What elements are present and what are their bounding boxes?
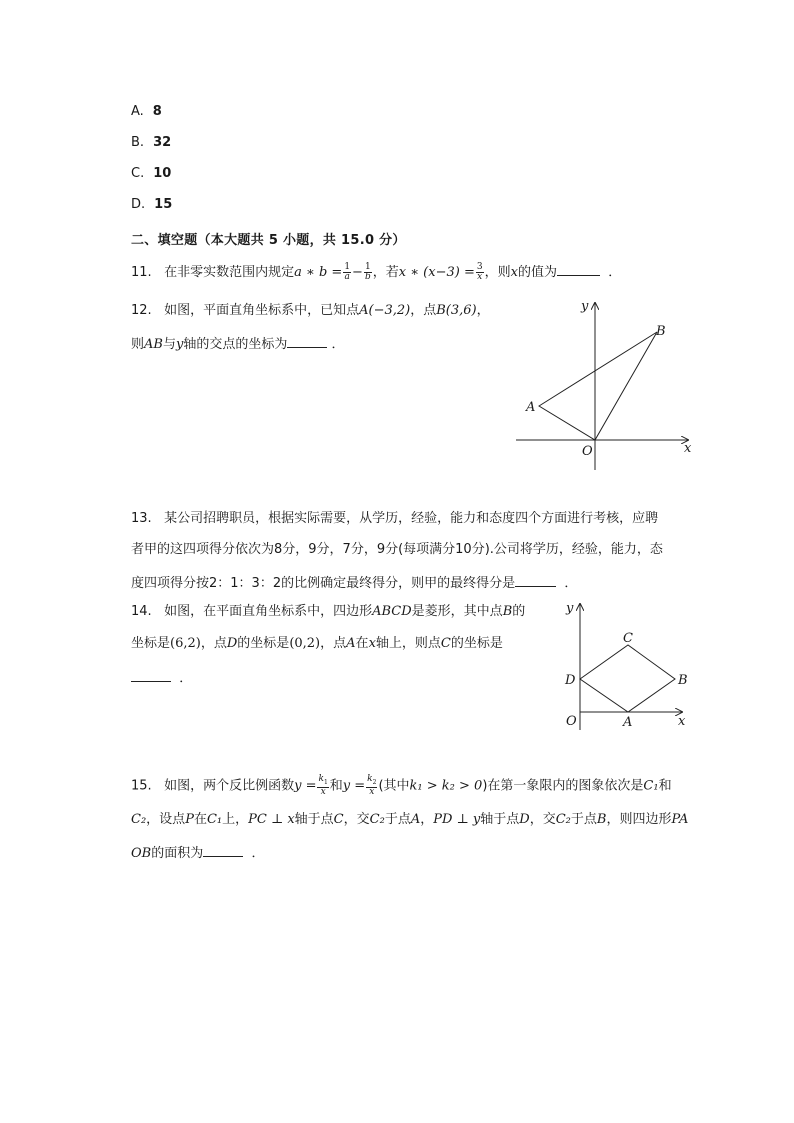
question-text: 的 (512, 604, 526, 619)
math-variable: B (596, 812, 607, 827)
math-variable: D (226, 636, 238, 651)
question-12-line-1 (131, 303, 490, 319)
question-text: 则 (131, 337, 145, 352)
fraction-denominator: b (364, 272, 371, 282)
question-text: 在非零实数范围内规定 (164, 265, 295, 280)
question-number: 14. (131, 604, 152, 619)
subscript: 1 (323, 778, 328, 786)
question-13-line-2: 者甲的这四项得分依次为8分，9分，7分，9分(每项满分10分).公司将学历，经验，能力，态 (131, 542, 663, 557)
question-text: ． (331, 337, 345, 352)
math-variable: k (318, 774, 324, 784)
question-text: 如图，平面直角坐标系中，已知点 (164, 303, 360, 318)
question-13-line-1 (131, 511, 658, 527)
fraction-denominator: a (344, 272, 350, 282)
question-text: 轴上，则点 (375, 636, 441, 651)
question-text: ． (564, 576, 578, 591)
fraction-numerator: 1 (364, 262, 371, 272)
option-c (131, 166, 171, 181)
question-13-line-3 (131, 573, 577, 592)
question-text: 于点 (384, 812, 411, 827)
question-11 (131, 262, 621, 282)
question-12-line-2 (131, 334, 345, 353)
question-text: 在 (193, 812, 207, 827)
answer-blank[interactable] (557, 262, 600, 276)
question-text: 和 (329, 778, 343, 794)
question-text: ，点 (410, 303, 437, 318)
answer-blank[interactable] (131, 668, 171, 682)
question-15-line-1 (131, 775, 672, 797)
math-expression: C₂ (555, 812, 571, 827)
triangle-oab (539, 332, 657, 440)
question-text: 的值为 (517, 265, 557, 280)
label-b: B (678, 673, 688, 688)
question-text: ，点 (200, 636, 227, 651)
figure-14 (560, 598, 695, 733)
math-expression: C₁ (643, 778, 659, 794)
question-text: 的面积为 (151, 846, 204, 861)
question-text: 在 (355, 636, 369, 651)
question-text: 和 (658, 778, 672, 794)
question-text: 如图，两个反比例函数 (164, 778, 295, 794)
question-text: 某公司招聘职员，根据实际需要，从学历，经验，能力和态度四个方面进行考核，应聘 (164, 511, 659, 526)
math-variable: A (346, 636, 356, 651)
math-variable: A (410, 812, 421, 827)
label-o: O (582, 444, 593, 459)
rhombus-abcd (580, 645, 675, 712)
question-text: 的坐标是 (450, 636, 503, 651)
fraction-denominator: x (369, 786, 375, 797)
option-letter: B. (131, 135, 145, 150)
option-value: 10 (153, 166, 172, 181)
question-text: 上， (222, 812, 249, 827)
question-text: ． (608, 265, 622, 280)
fraction (317, 775, 328, 797)
question-text: ，交 (343, 812, 370, 827)
math-expression: OB (131, 846, 152, 861)
option-letter: A. (131, 104, 144, 119)
question-number: 13. (131, 511, 152, 526)
fraction-numerator (366, 775, 377, 788)
question-text: 轴的交点的坐标为 (183, 337, 288, 352)
question-number: 11. (131, 265, 152, 280)
question-text: 坐标是 (131, 636, 171, 651)
math-expression: PA (671, 812, 689, 827)
question-text: ，则 (484, 265, 511, 280)
question-text: ， (476, 303, 490, 318)
fraction-numerator: 1 (344, 262, 351, 272)
question-text: ，设点 (146, 812, 186, 827)
option-a (131, 104, 162, 119)
label-x: x (684, 441, 692, 456)
option-letter: C. (131, 166, 145, 181)
fraction (364, 263, 372, 282)
label-a: A (526, 400, 536, 415)
question-15-line-2 (131, 812, 688, 828)
question-text: )在第一象限内的图象依次是 (482, 778, 644, 794)
question-text: 如图，在平面直角坐标系中，四边形 (164, 604, 373, 619)
math-expression: A(−3,2) (359, 303, 411, 318)
math-variable: y (175, 337, 184, 352)
label-d: D (565, 673, 576, 688)
question-14-line-1 (131, 604, 525, 620)
question-text: ，交 (529, 812, 556, 827)
math-expression: (6,2) (170, 636, 201, 651)
math-variable: k (367, 774, 373, 784)
fraction (343, 263, 351, 282)
math-expression: y = (342, 778, 366, 794)
question-number: 12. (131, 303, 152, 318)
answer-blank[interactable] (515, 573, 556, 587)
math-expression: B(3,6) (436, 303, 477, 318)
math-expression: PD ⊥ y (433, 812, 481, 827)
section-title: 二、填空题（本大题共 5 小题，共 15.0 分） (131, 233, 406, 248)
math-expression: PC ⊥ x (248, 812, 295, 827)
math-variable: P (185, 812, 194, 827)
math-expression: C₂ (131, 812, 147, 827)
math-expression: k₁ > k₂ > 0 (409, 778, 483, 794)
option-value: 32 (153, 135, 172, 150)
question-text: ，若 (372, 265, 399, 280)
fraction-denominator: x (477, 272, 483, 282)
option-d (131, 197, 172, 212)
math-expression: ABCD (372, 604, 412, 619)
option-b (131, 135, 171, 150)
answer-blank[interactable] (287, 334, 327, 348)
answer-blank[interactable] (203, 843, 243, 857)
option-letter: D. (131, 197, 146, 212)
question-text: ， (420, 812, 434, 827)
question-text: 于点 (570, 812, 597, 827)
question-14-line-3 (131, 668, 192, 687)
question-text: (其中 (378, 778, 410, 794)
math-variable: x (510, 265, 518, 280)
math-expression: C₂ (369, 812, 385, 827)
question-14-line-2 (131, 636, 503, 652)
math-expression: C₁ (206, 812, 223, 827)
question-text: 轴于点 (480, 812, 520, 827)
question-text: 度四项得分按2：1：3：2的比例确定最终得分，则甲的最终得分是 (131, 576, 516, 591)
label-a: A (623, 715, 633, 730)
question-text: ． (179, 671, 193, 686)
label-c: C (623, 631, 633, 646)
question-number: 15. (131, 778, 152, 794)
fraction (476, 263, 484, 282)
subscript: 2 (372, 778, 377, 786)
question-text: 轴于点 (294, 812, 334, 827)
math-variable: C (333, 812, 344, 827)
question-text: ，点 (320, 636, 347, 651)
math-variable: B (502, 604, 513, 619)
math-variable: C (440, 636, 451, 651)
option-value: 15 (154, 197, 173, 212)
question-text: 是菱形，其中点 (411, 604, 503, 619)
math-expression: y = (294, 778, 317, 794)
label-y: y (581, 299, 589, 314)
fraction-numerator (317, 775, 328, 788)
math-expression: AB (144, 337, 163, 352)
question-text: 与 (162, 337, 176, 352)
figure-12 (510, 295, 700, 480)
question-text: 的坐标是 (237, 636, 290, 651)
question-text: ． (251, 846, 265, 861)
question-text: ，则四边形 (606, 812, 672, 827)
option-value: 8 (152, 104, 162, 119)
question-15-line-3 (131, 843, 265, 862)
math-variable: D (519, 812, 530, 827)
label-x: x (678, 714, 686, 729)
fraction (366, 775, 377, 797)
label-o: O (566, 714, 577, 729)
label-b: B (656, 324, 666, 339)
fraction-numerator: 3 (476, 262, 483, 272)
label-y: y (566, 601, 574, 616)
math-expression: (0,2) (289, 636, 321, 651)
math-variable: x (368, 636, 376, 651)
math-expression: a ∗ b = (294, 265, 343, 280)
math-expression: x ∗ (x−3) = (398, 265, 475, 280)
fraction-denominator: x (320, 786, 326, 797)
math-expression: − (352, 265, 363, 280)
